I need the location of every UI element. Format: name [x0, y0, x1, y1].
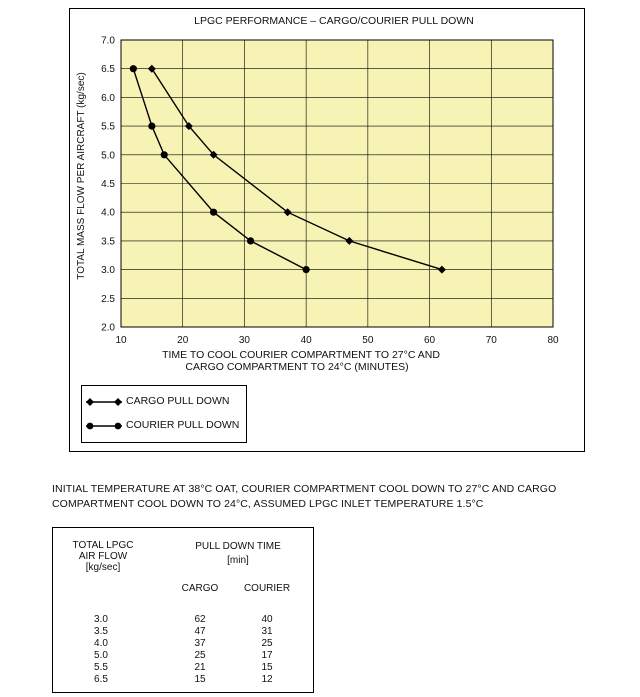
data-point-courier	[130, 65, 137, 72]
cargo-cell: 25	[194, 650, 206, 661]
airflow-cell: 3.5	[94, 626, 108, 637]
airflow-cell: 5.0	[94, 650, 108, 661]
courier-cell: 25	[261, 638, 273, 649]
data-point-courier	[148, 123, 155, 130]
x-tick-label: 80	[547, 335, 559, 346]
y-tick-label: 6.5	[101, 64, 115, 76]
plot-area	[101, 36, 559, 347]
x-tick-label: 50	[362, 335, 374, 346]
cargo-cell: 21	[194, 662, 206, 673]
legend-item-courier	[82, 418, 246, 434]
pulldown-header	[173, 541, 303, 566]
y-axis-label: TOTAL MASS FLOW PER AIRCRAFT (kg/sec)	[76, 72, 87, 280]
airflow-cell: 5.5	[94, 662, 108, 673]
cargo-cell: 62	[194, 614, 206, 625]
y-tick-label: 3.5	[101, 236, 115, 248]
y-tick-label: 3.0	[101, 265, 115, 277]
data-point-courier	[303, 266, 310, 273]
y-tick-label: 2.0	[101, 322, 115, 334]
pulldown-header-line-2: [min]	[227, 555, 249, 566]
data-point-courier	[210, 209, 217, 216]
legend-line-diamond-icon	[86, 394, 122, 410]
y-tick-label: 7.0	[101, 35, 115, 47]
legend-item-cargo	[82, 394, 246, 410]
airflow-header-line-3: [kg/sec]	[85, 562, 121, 573]
cargo-cell: 47	[194, 626, 206, 637]
airflow-header-line-1: TOTAL LPGC	[72, 540, 134, 551]
data-point-courier	[247, 237, 254, 244]
courier-cell: 31	[261, 626, 273, 637]
legend-line-circle-icon	[86, 418, 122, 434]
data-point-courier	[161, 151, 168, 158]
courier-cell: 12	[261, 674, 273, 685]
cargo-cell: 15	[194, 674, 206, 685]
cargo-cell: 37	[194, 638, 206, 649]
x-tick-label: 70	[485, 335, 497, 346]
courier-cell: 17	[261, 650, 273, 661]
courier-cell: 40	[261, 614, 273, 625]
x-tick-label: 40	[300, 335, 312, 346]
chart-title: LPGC PERFORMANCE – CARGO/COURIER PULL DOWN	[194, 15, 474, 27]
airflow-column	[71, 614, 131, 686]
cargo-header: CARGO	[181, 583, 219, 594]
airflow-cell: 6.5	[94, 674, 108, 685]
airflow-header	[59, 540, 147, 573]
courier-header: COURIER	[243, 583, 291, 594]
chart-legend	[81, 385, 247, 443]
courier-cell: 15	[261, 662, 273, 673]
y-tick-label: 5.5	[101, 121, 115, 133]
airflow-cell: 3.0	[94, 614, 108, 625]
legend-label-courier: COURIER PULL DOWN	[126, 419, 240, 431]
x-tick-label: 30	[238, 335, 250, 346]
y-tick-label: 2.5	[101, 293, 115, 305]
x-axis-label-line-2: CARGO COMPARTMENT TO 24°C (MINUTES)	[185, 361, 409, 373]
y-tick-label: 5.0	[101, 150, 115, 162]
y-tick-label: 4.0	[101, 207, 115, 219]
pulldown-header-line-1: PULL DOWN TIME	[195, 541, 281, 552]
legend-label-cargo: CARGO PULL DOWN	[126, 395, 230, 407]
x-axis-label-line-1: TIME TO COOL COURIER COMPARTMENT TO 27°C AND	[162, 349, 440, 361]
x-tick-label: 10	[115, 335, 127, 346]
pull-down-table	[52, 527, 314, 693]
airflow-header-line-2: AIR FLOW	[78, 551, 128, 562]
courier-column	[235, 614, 299, 686]
cargo-column	[173, 614, 227, 686]
airflow-cell: 4.0	[94, 638, 108, 649]
x-tick-label: 60	[424, 335, 436, 346]
x-tick-label: 20	[177, 335, 189, 346]
test-conditions-note: INITIAL TEMPERATURE AT 38°C OAT, COURIER COMPARTMENT COOL DOWN TO 27°C AND CARGO COMPARTMENT COOL DOWN TO 24°C, ASSUMED LPGC INLET TEMPERATURE 1.5°C	[52, 483, 557, 510]
y-tick-label: 4.5	[101, 179, 115, 190]
y-tick-label: 6.0	[101, 92, 115, 104]
